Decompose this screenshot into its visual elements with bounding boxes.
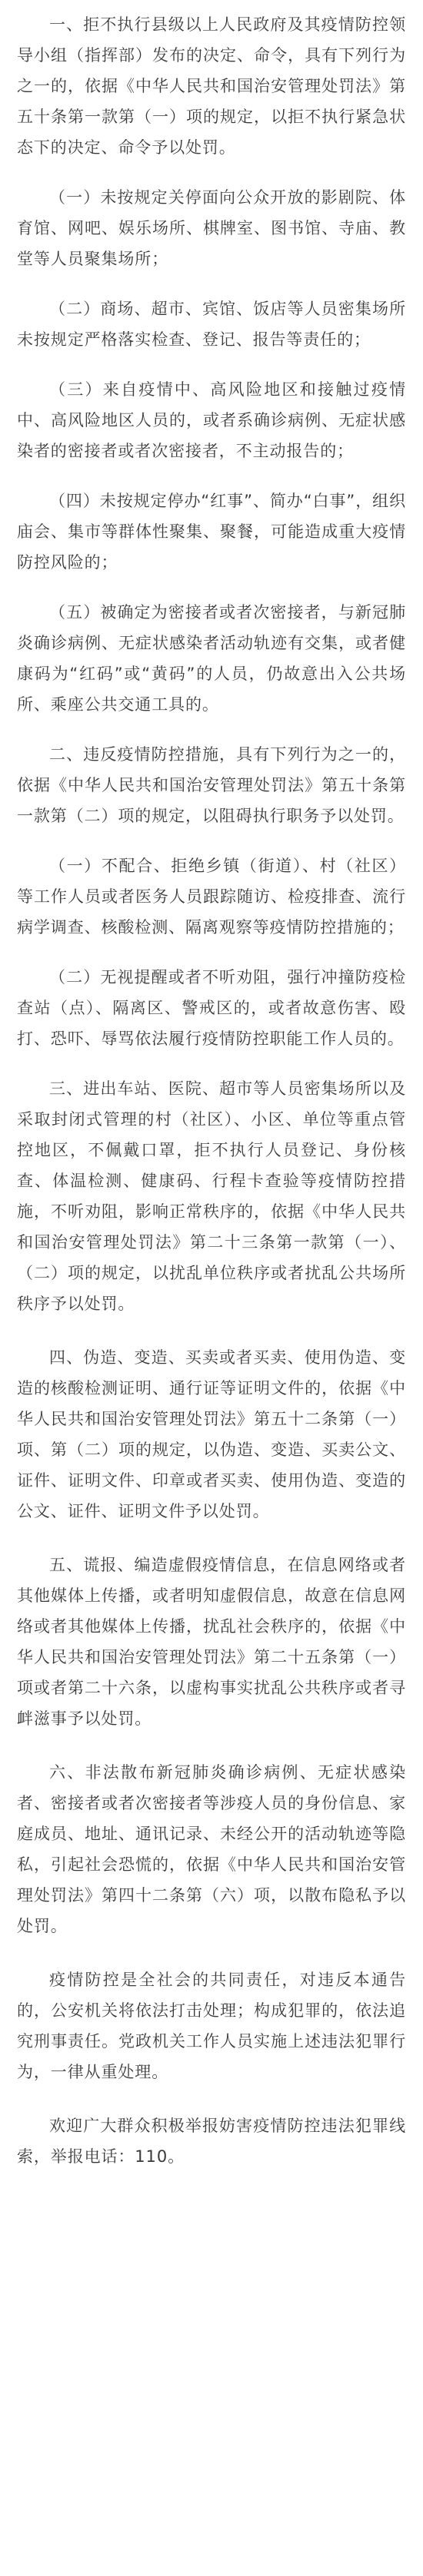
section-1-item-2: （二）商场、超市、宾馆、饭店等人员密集场所未按规定严格落实检查、登记、报告等责任的； [17, 300, 406, 349]
report-hotline-paragraph: 欢迎广大群众积极举报妨害疫情防控违法犯罪线索，举报电话：110。 [17, 2117, 406, 2166]
section-2-item-2: （二）无视提醒或者不听劝阻，强行冲撞防疫检查站（点）、隔离区、警戒区的，或者故意伤害、殴打、恐吓、辱骂依法履行疫情防控职能工作人员的。 [17, 968, 406, 1048]
section-1-paragraph: 一、拒不执行县级以上人民政府及其疫情防控领导小组（指挥部）发布的决定、命令，具有下列行为之一的，依据《中华人民共和国治安管理处罚法》第五十条第一款第（一）项的规定，以拒不执行紧急状态下的决定、命令予以处罚。 [17, 15, 406, 157]
section-5-paragraph: 五、谎报、编造虚假疫情信息，在信息网络或者其他媒体上传播，或者明知虚假信息，故意在信息网络或者其他媒体上传播，扰乱社会秩序的，依据《中华人民共和国治安管理处罚法》第二十五条第（一）项或者第二十六条，以虚构事实扰乱公共秩序或者寻衅滋事予以处罚。 [17, 1556, 406, 1728]
notice-article [17, 9, 406, 2172]
section-2-paragraph: 二、违反疫情防控措施，具有下列行为之一的，依据《中华人民共和国治安管理处罚法》第五十条第一款第（二）项的规定，以阻碍执行职务予以处罚。 [17, 745, 406, 825]
closing-paragraph: 疫情防控是全社会的共同责任，对违反本通告的，公安机关将依法打击处理；构成犯罪的，依法追究刑事责任。党政机关工作人员实施上述违法犯罪行为，一律从重处理。 [17, 1971, 406, 2081]
section-3-paragraph: 三、进出车站、医院、超市等人员密集场所以及采取封闭式管理的村（社区）、小区、单位等重点管控地区，不佩戴口罩，拒不执行人员登记、身份核查、体温检测、健康码、行程卡查验等疫情防控措施，不听劝阻，影响正常秩序的，依据《中华人民共和国治安管理处罚法》第二十三条第一款第（一）、（二）项的规定，以扰乱单位秩序或者扰乱公共场所秩序予以处罚。 [17, 1079, 406, 1313]
section-6-paragraph: 六、非法散布新冠肺炎确诊病例、无症状感染者、密接者或者次密接者等涉疫人员的身份信息、家庭成员、地址、通讯记录、未经公开的活动轨迹等隐私，引起社会恐慌的，依据《中华人民共和国治安管理处罚法》第四十二条第（六）项，以散布隐私予以处罚。 [17, 1763, 406, 1935]
section-1-item-5: （五）被确定为密接者或者次密接者，与新冠肺炎确诊病例、无症状感染者活动轨迹有交集，或者健康码为“红码”或“黄码”的人员，仍故意出入公共场所、乘座公共交通工具的。 [17, 603, 406, 714]
section-1-item-4: （四）未按规定停办“红事”、简办“白事”，组织庙会、集市等群体性聚集、聚餐，可能造成重大疫情防控风险的； [17, 492, 406, 572]
section-2-item-1: （一）不配合、拒绝乡镇（街道）、村（社区）等工作人员或者医务人员跟踪随访、检疫排查、流行病学调查、核酸检测、隔离观察等疫情防控措施的； [17, 857, 406, 937]
bottom-edge [0, 2570, 423, 2576]
section-4-paragraph: 四、伪造、变造、买卖或者买卖、使用伪造、变造的核酸检测证明、通行证等证明文件的，依据《中华人民共和国治安管理处罚法》第五十二条第（一）项、第（二）项的规定，以伪造、变造、买卖公文、证件、证明文件、印章或者买卖、使用伪造、变造的公文、证件、证明文件予以处罚。 [17, 1348, 406, 1520]
section-1-item-1: （一）未按规定关停面向公众开放的影剧院、体育馆、网吧、娱乐场所、棋牌室、图书馆、寺庙、教堂等人员聚集场所； [17, 188, 406, 268]
section-1-item-3: （三）来自疫情中、高风险地区和接触过疫情中、高风险地区人员的，或者系确诊病例、无症状感染者的密接者或者次密接者，不主动报告的； [17, 380, 406, 460]
